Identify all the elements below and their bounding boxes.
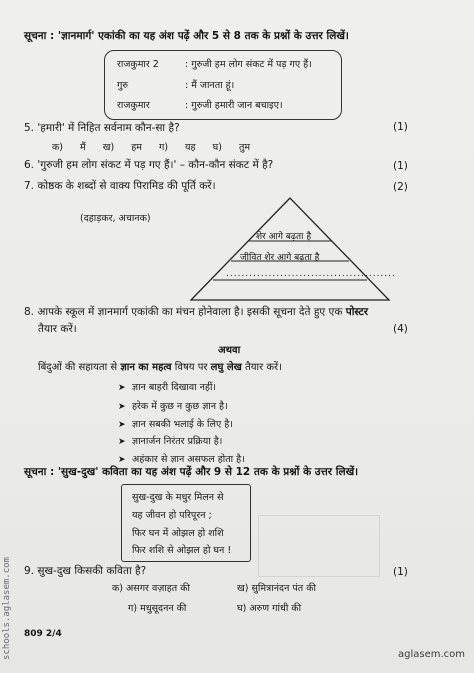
- list-item: [118, 434, 222, 447]
- options-q5: क) मैं ख) हम ग) यह घ) तुम: [52, 142, 251, 153]
- bullet-text: हरेक में कुछ न कुछ ज्ञान है।: [132, 401, 228, 412]
- marks-q8: (4): [393, 323, 408, 335]
- notice-gyanmarg: सूचना : 'ज्ञानमार्ग' एकांकी का यह अंश पढ़ें और 5 से 8 तक के प्रश्नों के उत्तर लिखें।: [24, 30, 349, 42]
- notice-sukh-dukh: सूचना : 'सुख-दुख' कविता का यह अंश पढ़ें और 9 से 12 तक के प्रश्नों के उत्तर लिखें।: [24, 466, 359, 478]
- marks-q5: (1): [393, 121, 408, 133]
- speaker: गुरु: [117, 80, 129, 91]
- bullet-text: ज्ञानार्जन निरंतर प्रक्रिया है।: [132, 436, 223, 447]
- list-item: [118, 452, 245, 465]
- pyramid-bottom-line: ............................................: [226, 269, 396, 279]
- question-7: 7. कोष्ठक के शब्दों से वाक्य पिरामिड की पूर्ति करें।: [24, 180, 216, 192]
- arrow-bullet-icon: ➤: [118, 437, 126, 447]
- poem-line: फिर घन में ओझल हो शशि: [132, 528, 224, 539]
- list-item: [118, 417, 233, 430]
- pyramid-middle-line: जीवित शेर आगे बढ़ता है: [240, 253, 320, 263]
- poem-line: सुख-दुख के मधुर मिलन से: [132, 492, 224, 503]
- pyramid-top-line: शेर आगे बढ़ता है: [256, 232, 312, 242]
- marks-q9: (1): [393, 566, 408, 578]
- alt-text: विषय पर: [171, 362, 211, 373]
- question-5: 5. 'हमारी' में निहित सर्वनाम कौन-सा है?: [24, 122, 180, 134]
- option-a: क) असगर वज़ाहत की: [112, 583, 190, 594]
- dialogue-box: [104, 50, 342, 120]
- option-d: घ) अरुण गांधी की: [237, 603, 302, 614]
- speech: : मैं जानता हूं।: [185, 80, 235, 91]
- question-8-line2: तैयार करें।: [38, 323, 77, 335]
- arrow-bullet-icon: ➤: [118, 455, 126, 465]
- side-watermark: schools.aglasem.com: [2, 557, 12, 660]
- bracket-words: (दहाड़कर, अचानक): [80, 213, 151, 224]
- marks-q6: (1): [393, 160, 408, 172]
- paper-code: 809 2/4: [24, 629, 62, 639]
- or-heading: अथवा: [218, 345, 241, 356]
- speech: : गुरुजी हमारी जान बचाइए।: [185, 100, 283, 111]
- bullet-text: ज्ञान सबकी भलाई के लिए है।: [132, 419, 233, 430]
- pyramid-outline: [191, 198, 389, 300]
- question-8-text: 8. आपके स्कूल में ज्ञानमार्ग एकांकी का मंचन होनेवाला है। इसकी सूचना देते हुए एक: [24, 306, 343, 318]
- option-b: ख) सुमित्रानंदन पंत की: [237, 583, 316, 594]
- alt-type: लघु लेख: [210, 362, 242, 373]
- arrow-bullet-icon: ➤: [118, 402, 126, 412]
- poster-word: पोस्टर: [345, 306, 369, 318]
- poem-box: [121, 484, 251, 562]
- question-6: 6. 'गुरुजी हम लोग संकट में पड़ गए हैं।' – कौन-कौन संकट में है?: [24, 159, 274, 171]
- question-8-alt: [38, 359, 282, 373]
- marks-q7: (2): [393, 181, 408, 193]
- speaker: राजकुमार 2: [117, 59, 159, 70]
- speech: : गुरुजी हम लोग संकट में पड़ गए हैं।: [185, 59, 312, 70]
- alt-text: बिंदुओं की सहायता से: [38, 362, 121, 373]
- question-8: [24, 305, 368, 319]
- bullet-text: ज्ञान बाहरी दिखावा नहीं।: [132, 382, 217, 393]
- speaker: राजकुमार: [117, 100, 150, 111]
- bullet-text: अहंकार से ज्ञान असफल होता है।: [132, 454, 245, 465]
- list-item: [118, 399, 228, 412]
- arrow-bullet-icon: ➤: [118, 420, 126, 430]
- alt-text: तैयार करें।: [241, 362, 282, 373]
- alt-topic: ज्ञान का महत्व: [120, 362, 172, 373]
- poem-line: यह जीवन हो परिपूरन ;: [132, 510, 212, 521]
- poem-line: फिर शशि से ओझल हो घन !: [132, 545, 232, 556]
- list-item: [118, 380, 216, 393]
- question-9: 9. सुख-दुख किसकी कविता है?: [24, 565, 147, 577]
- arrow-bullet-icon: ➤: [118, 383, 126, 393]
- option-c: ग) मधुसूदनन की: [128, 603, 187, 614]
- brand-watermark: aglasem.com: [398, 649, 466, 660]
- faint-background-grid: [258, 515, 380, 577]
